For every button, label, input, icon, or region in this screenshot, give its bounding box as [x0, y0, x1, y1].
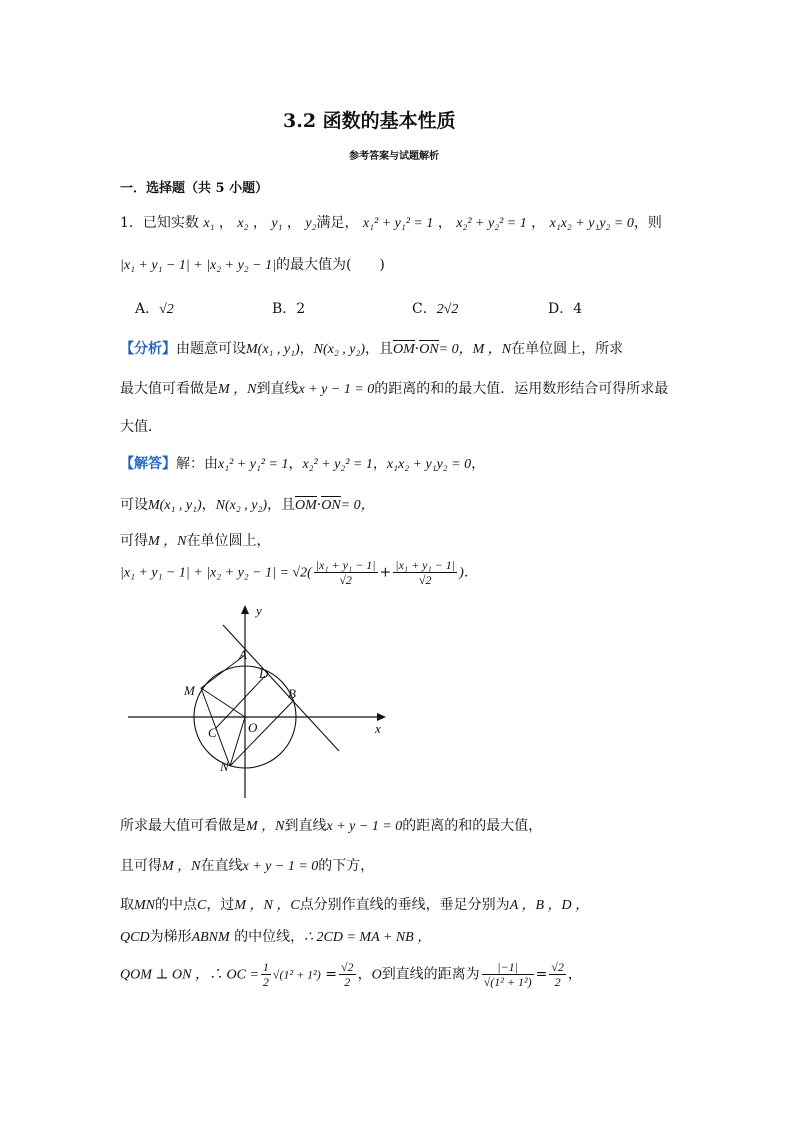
solution-line9: QOM ⊥ ON ，∴ OC = $\frac{1}{2}$ √(1² + 1²) = $\frac{√2}{2}$ ，O到直线的距离为 $\frac{|-1|}{\text{√(1² + 1²)}}$ = $\frac{√2}{2}$ ， — [120, 960, 582, 989]
var-y1: y₁ — [271, 216, 283, 231]
target-expression: |x₁ + y₁ − 1| + |x₂ + y₂ − 1| — [120, 258, 276, 273]
fraction-root2-over-2: $\frac{√2}{2}$ — [340, 960, 354, 989]
question-number: 1． — [120, 215, 143, 231]
solution-line5: 所求最大值可看做是M ，N到直线x + y − 1 = 0的距离的和的最大值， — [120, 818, 543, 834]
var-x2: x₂ — [237, 216, 249, 231]
stem-end: 的最大值为( ) — [275, 257, 385, 273]
geometry-figure — [120, 600, 400, 805]
label-n: N — [220, 759, 229, 774]
stem-satisfy: 满足， — [316, 215, 359, 231]
solution-tag: 【解答】 — [120, 456, 176, 472]
solution-line1: 【解答】解：由x₁² + y₁² = 1，x₂² + y₂² = 1，x₁x₂ + y₁y₂ = 0， — [120, 456, 486, 472]
vector-on: ON — [419, 342, 439, 357]
stem-prefix: 已知实数 — [142, 215, 199, 231]
fraction-2: $\frac{\text{|x₁ + y₁ − 1|}}{√2}$ — [395, 558, 456, 587]
segment-om — [201, 688, 245, 717]
label-m: M — [184, 683, 195, 698]
analysis-line2: 最大值可看做是M ，N到直线x + y − 1 = 0的距离的和的最大值．运用数形结合可得所求最 — [120, 381, 669, 397]
option-d: D．4 — [548, 301, 583, 317]
segment-cd — [216, 676, 265, 728]
solution-line3: 可得M ，N在单位圆上， — [120, 533, 271, 549]
fraction-half: $\frac{1}{2}$ — [262, 960, 269, 989]
analysis-line1: 【分析】由题意可设M(x₁ , y₁)，N(x₂ , y₂)，且OM·ON= 0，M ，N在单位圆上，所求 — [120, 341, 624, 357]
label-o: O — [248, 720, 258, 735]
solution-line4: |x₁ + y₁ − 1| + |x₂ + y₂ − 1| = √2( $\frac{\text{|x₁ + y₁ − 1|}}{√2}$ + $\frac{\text{|x₁ + y₁ − 1|}}{√2}$ )． — [120, 558, 478, 587]
option-a: A．√2 — [135, 301, 174, 317]
vector-om: OM — [392, 342, 415, 357]
solution-line6: 且可得M ，N在直线x + y − 1 = 0的下方， — [120, 858, 375, 874]
label-c: C — [208, 725, 217, 740]
analysis-tag: 【分析】 — [120, 341, 176, 357]
solution-line8: QCD为梯形ABNM 的中位线，∴ 2CD = MA + NB ， — [120, 929, 432, 945]
label-b: B — [288, 686, 296, 701]
label-x: x — [375, 721, 381, 736]
stem-then: ，则 — [633, 215, 662, 231]
condition-1: x₁² + y₁² = 1 — [362, 216, 434, 231]
solution-line7: 取MN的中点C，过M ，N ，C点分别作直线的垂线，垂足分别为A ，B ，D ， — [120, 897, 590, 913]
option-b: B．2 — [272, 301, 306, 317]
option-c: C．2√2 — [412, 301, 459, 317]
var-y2: y₂ — [305, 216, 317, 231]
question-stem-line1: 1．已知实数 x₁ ， x₂ ， y₁ ， y₂满足， x₁² + y₁² = 1 ， x₂² + y₂² = 1 ， x₁x₂ + y₁y₂ = 0，则 — [120, 215, 662, 231]
page-title: 3.2 函数的基本性质 — [283, 110, 456, 132]
var-x1: x₁ — [203, 216, 215, 231]
y-axis-arrow — [241, 605, 249, 614]
label-a: A — [239, 647, 247, 662]
solution-line2: 可设M(x₁ , y₁)，N(x₂ , y₂)，且OM·ON= 0， — [120, 497, 375, 513]
question-stem-line2 — [120, 254, 385, 274]
condition-3: x₁x₂ + y₁y₂ = 0 — [549, 216, 634, 231]
label-y: y — [256, 603, 262, 618]
page-subtitle: 参考答案与试题解析 — [349, 151, 439, 162]
fraction-1: $\frac{\text{|x₁ + y₁ − 1|}}{√2}$ — [315, 558, 376, 587]
x-axis-arrow — [377, 713, 386, 721]
condition-2: x₂² + y₂² = 1 — [456, 216, 527, 231]
label-d: D — [259, 666, 269, 681]
analysis-line3: 大值． — [120, 419, 162, 435]
fraction-distance-result: $\frac{√2}{2}$ — [551, 960, 564, 989]
section-heading: 一．选择题（共 5 小题） — [120, 181, 269, 196]
fraction-distance: $\frac{|-1|}{\text{√(1² + 1²)}}$ — [483, 960, 532, 989]
